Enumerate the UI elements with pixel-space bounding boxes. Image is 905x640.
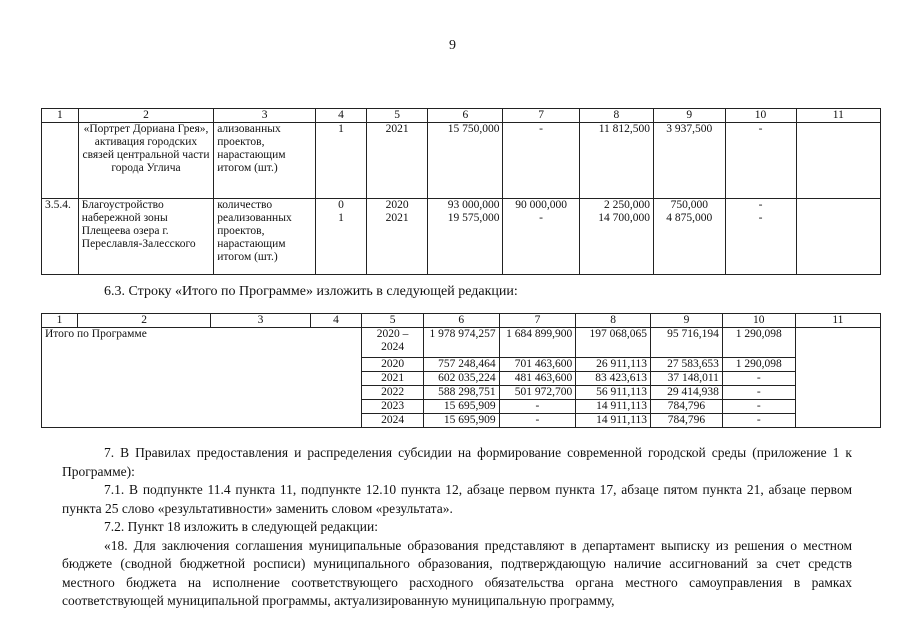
header-cell: 3 xyxy=(214,109,316,123)
other-amount: - xyxy=(722,414,795,428)
federal-amount: 501 972,700 xyxy=(499,386,576,400)
local-amount: 784,796 xyxy=(651,414,723,428)
row-number: 3.5.4. xyxy=(42,199,79,275)
federal-amount: 701 463,600 xyxy=(499,358,576,372)
other-amount: - xyxy=(722,386,795,400)
year: 2022 xyxy=(362,386,424,400)
header-cell: 10 xyxy=(725,109,796,123)
header-cell: 6 xyxy=(423,314,499,328)
table-row xyxy=(42,199,881,275)
header-cell: 4 xyxy=(310,314,361,328)
year: 2021 xyxy=(362,372,424,386)
header-cell: 7 xyxy=(499,314,576,328)
regional-amount: 26 911,113 xyxy=(576,358,651,372)
page-number: 9 xyxy=(449,38,456,53)
federal-amount: 481 463,600 xyxy=(499,372,576,386)
empty-cell xyxy=(795,328,880,428)
header-cell: 10 xyxy=(722,314,795,328)
header-cell: 5 xyxy=(362,314,424,328)
c10-a: - xyxy=(758,199,763,211)
header-cell: 1 xyxy=(42,109,79,123)
header-cell: 1 xyxy=(42,314,78,328)
header-cell: 9 xyxy=(651,314,723,328)
local-amount xyxy=(654,199,725,275)
table-row xyxy=(42,123,881,199)
loc-b: 4 875,000 xyxy=(666,212,713,224)
total-amount: 757 248,464 xyxy=(423,358,499,372)
table-header-row xyxy=(42,314,881,328)
federal-amount: - xyxy=(503,123,579,199)
year xyxy=(366,199,427,275)
indicator: количество реализованных проектов, нарастающим итогом (шт.) xyxy=(214,199,316,275)
header-cell: 2 xyxy=(78,314,211,328)
empty-cell xyxy=(796,123,880,199)
header-cell: 9 xyxy=(654,109,725,123)
paragraph-7-1: 7.1. В подпункте 11.4 пункта 11, подпункте 12.10 пункта 12, абзаце первом пункта 17, абзаце пятом пункта 21, абзаце первом пункта 25 слово «результативности» заменить словом «результата». xyxy=(62,482,852,516)
paragraph-7-2: 7.2. Пункт 18 изложить в следующей редакции: xyxy=(104,519,378,534)
year: 2020 xyxy=(362,358,424,372)
local-amount: 29 414,938 xyxy=(651,386,723,400)
total-amount: 1 978 974,257 xyxy=(423,328,499,358)
federal-amount: 1 684 899,900 xyxy=(499,328,576,358)
other-amount: - xyxy=(725,123,796,199)
row-number xyxy=(42,123,79,199)
total-a: 93 000,000 xyxy=(447,199,500,211)
reg-b: 14 700,000 xyxy=(598,212,651,224)
local-amount: 3 937,500 xyxy=(654,123,725,199)
regional-amount: 197 068,065 xyxy=(576,328,651,358)
other-amount xyxy=(725,199,796,275)
total-b: 19 575,000 xyxy=(447,212,500,224)
paragraph-18: «18. Для заключения соглашения муниципальные образования представляют в департамент выписку из решения о местном бюджете (сводной бюджетной росписи) муниципального образования, подтверждающую наличие ассигнований за счет средств местного бюджета на исполнение соответствующего расходного обязательства органа местного самоуправления в рамках соответствующей муниципальной программы, актуализированную муниципальную программу, xyxy=(62,537,852,608)
project-name: «Портрет Дориана Грея», активация городских связей центральной части города Углича xyxy=(78,123,213,199)
total-amount: 15 750,000 xyxy=(428,123,503,199)
other-amount: 1 290,098 xyxy=(722,358,795,372)
projects-table xyxy=(41,108,881,275)
total-amount: 15 695,909 xyxy=(423,414,499,428)
paragraph-7: 7. В Правилах предоставления и распределения субсидии на формирование современной городской среды (приложение 1 к Программе): xyxy=(62,445,852,479)
program-total-table xyxy=(41,313,881,428)
table-row xyxy=(42,328,881,358)
indicator-value xyxy=(316,199,367,275)
project-name: Благоустройство набережной зоны Плещеева озера г. Переславля-Залесского xyxy=(78,199,213,275)
indicator-value: 1 xyxy=(316,123,367,199)
loc-a: 750,000 xyxy=(670,199,708,211)
local-amount: 784,796 xyxy=(651,400,723,414)
other-amount: - xyxy=(722,372,795,386)
local-amount: 37 148,011 xyxy=(651,372,723,386)
regional-amount: 14 911,113 xyxy=(576,414,651,428)
section-heading: 6.3. Строку «Итого по Программе» изложить в следующей редакции: xyxy=(104,284,518,299)
header-cell: 5 xyxy=(366,109,427,123)
c10-b: - xyxy=(758,212,763,224)
year: 2024 xyxy=(362,414,424,428)
fed-a: 90 000,000 xyxy=(515,199,567,211)
header-cell: 11 xyxy=(795,314,880,328)
table-header-row xyxy=(42,109,881,123)
federal-amount xyxy=(503,199,579,275)
other-amount: - xyxy=(722,400,795,414)
regional-amount: 14 911,113 xyxy=(576,400,651,414)
year: 2021 xyxy=(366,123,427,199)
header-cell: 3 xyxy=(211,314,311,328)
year-b: 2021 xyxy=(385,212,409,224)
year: 2020 – 2024 xyxy=(362,328,424,358)
other-amount: 1 290,098 xyxy=(722,328,795,358)
year: 2023 xyxy=(362,400,424,414)
regional-amount xyxy=(579,199,653,275)
value-2020: 0 xyxy=(338,199,344,211)
federal-amount: - xyxy=(499,414,576,428)
total-label: Итого по Программе xyxy=(42,328,362,428)
header-cell: 11 xyxy=(796,109,880,123)
reg-a: 2 250,000 xyxy=(604,199,651,211)
body-text xyxy=(62,444,852,611)
fed-b: - xyxy=(539,212,544,224)
header-cell: 4 xyxy=(316,109,367,123)
regional-amount: 11 812,500 xyxy=(579,123,653,199)
total-amount xyxy=(428,199,503,275)
year-a: 2020 xyxy=(385,199,409,211)
header-cell: 6 xyxy=(428,109,503,123)
total-amount: 602 035,224 xyxy=(423,372,499,386)
header-cell: 2 xyxy=(78,109,213,123)
federal-amount: - xyxy=(499,400,576,414)
regional-amount: 83 423,613 xyxy=(576,372,651,386)
regional-amount: 56 911,113 xyxy=(576,386,651,400)
header-cell: 8 xyxy=(579,109,653,123)
local-amount: 27 583,653 xyxy=(651,358,723,372)
indicator: ализованных проектов, нарастающим итогом (шт.) xyxy=(214,123,316,199)
header-cell: 7 xyxy=(503,109,579,123)
value-2021: 1 xyxy=(338,212,344,224)
local-amount: 95 716,194 xyxy=(651,328,723,358)
total-amount: 588 298,751 xyxy=(423,386,499,400)
total-amount: 15 695,909 xyxy=(423,400,499,414)
empty-cell xyxy=(796,199,880,275)
header-cell: 8 xyxy=(576,314,651,328)
